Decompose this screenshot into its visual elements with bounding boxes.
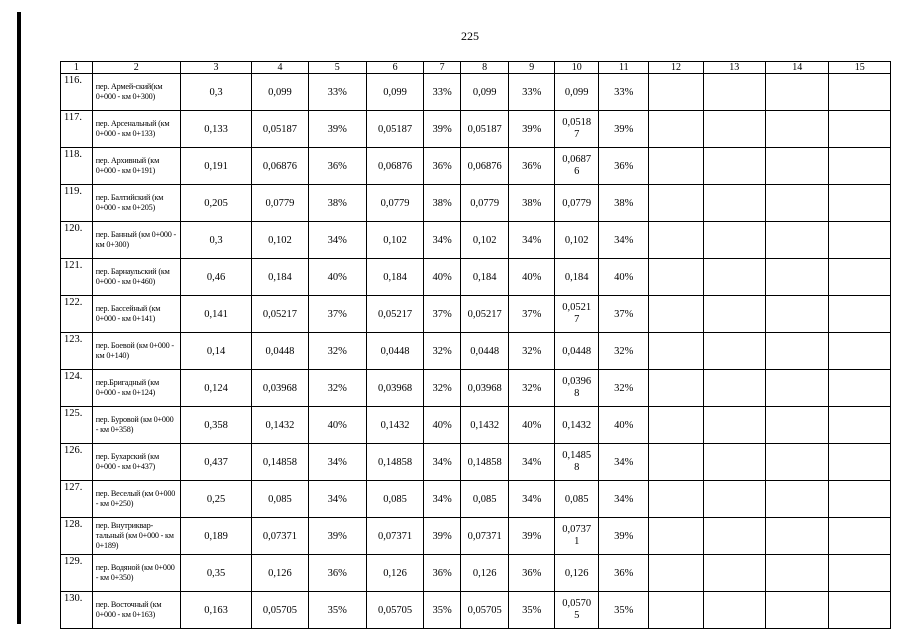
value-cell: 40% [509,407,555,444]
data-table [60,61,891,629]
column-header: 2 [92,62,180,74]
value-cell: 0,085 [461,481,509,518]
value-cell: 35% [509,592,555,629]
empty-cell [703,555,765,592]
value-cell: 40% [424,259,461,296]
value-cell: 40% [599,407,649,444]
value-cell: 34% [308,444,366,481]
value-cell: 0,437 [180,444,252,481]
value-cell: 0,184 [461,259,509,296]
empty-cell [703,111,765,148]
value-cell: 40% [308,259,366,296]
value-cell: 0,102 [366,222,423,259]
street-name-cell: пер. Внутриквар-тальный (км 0+000 - км 0+189) [92,518,180,555]
value-cell: 0,0448 [252,333,308,370]
column-header: 12 [649,62,703,74]
value-cell: 0,126 [555,555,599,592]
table-body [61,62,891,629]
value-cell: 32% [509,333,555,370]
value-cell: 0,0448 [461,333,509,370]
value-cell: 34% [509,222,555,259]
value-cell: 0,05705 [366,592,423,629]
value-cell: 34% [424,222,461,259]
value-cell: 0,099 [461,74,509,111]
row-number-cell: 118. [61,148,93,185]
value-cell: 38% [599,185,649,222]
empty-cell [829,185,891,222]
value-cell: 0,05187 [366,111,423,148]
value-cell: 0,14858 [252,444,308,481]
value-cell: 40% [308,407,366,444]
value-cell: 0,184 [555,259,599,296]
row-number-cell: 128. [61,518,93,555]
street-name-cell: пер. Веселый (км 0+000 - км 0+250) [92,481,180,518]
street-name-cell: пер. Боевой (км 0+000 - км 0+140) [92,333,180,370]
value-cell [555,592,599,629]
empty-cell [829,518,891,555]
value-cell: 0,1432 [252,407,308,444]
value-cell: 0,0448 [555,333,599,370]
empty-cell [703,370,765,407]
table-row [61,74,891,111]
value-cell: 0,0779 [461,185,509,222]
column-header: 5 [308,62,366,74]
value-cell: 34% [509,481,555,518]
value-cell: 0,099 [555,74,599,111]
value-cell: 0,102 [461,222,509,259]
empty-cell [766,444,829,481]
value-cell: 0,099 [366,74,423,111]
empty-cell [766,74,829,111]
row-number-cell: 130. [61,592,93,629]
value-cell: 38% [424,185,461,222]
value-cell: 32% [308,370,366,407]
value-cell: 0,1432 [366,407,423,444]
value-cell: 34% [599,444,649,481]
empty-cell [766,148,829,185]
value-cell: 0,102 [252,222,308,259]
street-name-cell: пер. Балтийский (км 0+000 - км 0+205) [92,185,180,222]
row-number-cell: 126. [61,444,93,481]
empty-cell [703,185,765,222]
column-header: 7 [424,62,461,74]
value-cell: 37% [599,296,649,333]
value-cell: 0,205 [180,185,252,222]
table-row [61,333,891,370]
empty-cell [766,111,829,148]
street-name-cell: пер. Банный (км 0+000 - км 0+300) [92,222,180,259]
empty-cell [649,407,703,444]
table-row [61,407,891,444]
empty-cell [649,481,703,518]
table-row [61,259,891,296]
row-number-cell: 122. [61,296,93,333]
value-cell: 34% [308,222,366,259]
table-row [61,518,891,555]
row-number-cell: 123. [61,333,93,370]
value-cell: 39% [509,111,555,148]
value-cell: 38% [308,185,366,222]
value-cell: 0,126 [461,555,509,592]
column-header: 15 [829,62,891,74]
value-cell: 0,141 [180,296,252,333]
empty-cell [766,407,829,444]
column-header: 13 [703,62,765,74]
value-cell: 32% [599,370,649,407]
value-cell: 32% [308,333,366,370]
value-cell: 0,05705 [461,592,509,629]
column-header: 4 [252,62,308,74]
value-cell: 32% [599,333,649,370]
empty-cell [649,148,703,185]
empty-cell [829,370,891,407]
empty-cell [703,148,765,185]
street-name-cell: пер.Бригадный (км 0+000 - км 0+124) [92,370,180,407]
table-row [61,370,891,407]
page-margin-bar [17,12,21,624]
value-cell: 39% [424,518,461,555]
wrapped-value: 0,05217 [562,302,592,325]
column-header: 9 [509,62,555,74]
empty-cell [766,481,829,518]
empty-cell [829,555,891,592]
street-name-cell: пер. Армей-ский(км 0+000 - км 0+300) [92,74,180,111]
value-cell: 0,06876 [252,148,308,185]
empty-cell [766,333,829,370]
row-number-cell: 127. [61,481,93,518]
value-cell [555,148,599,185]
empty-cell [766,592,829,629]
value-cell: 37% [509,296,555,333]
value-cell: 0,03968 [252,370,308,407]
value-cell [555,518,599,555]
empty-cell [703,481,765,518]
value-cell: 35% [424,592,461,629]
value-cell: 0,133 [180,111,252,148]
empty-cell [649,370,703,407]
value-cell: 36% [424,148,461,185]
empty-cell [649,518,703,555]
value-cell: 0,126 [366,555,423,592]
value-cell [555,370,599,407]
empty-cell [649,592,703,629]
value-cell: 0,07371 [461,518,509,555]
empty-cell [649,222,703,259]
value-cell: 39% [509,518,555,555]
value-cell: 0,3 [180,222,252,259]
empty-cell [649,555,703,592]
column-header: 6 [366,62,423,74]
empty-cell [703,407,765,444]
wrapped-value: 0,05705 [562,598,592,621]
column-header: 10 [555,62,599,74]
wrapped-value: 0,07371 [562,524,592,547]
value-cell: 37% [424,296,461,333]
value-cell: 40% [509,259,555,296]
empty-cell [703,222,765,259]
empty-cell [649,296,703,333]
value-cell: 39% [424,111,461,148]
value-cell: 0,05705 [252,592,308,629]
value-cell: 0,06876 [366,148,423,185]
street-name-cell: пер. Архивный (км 0+000 - км 0+191) [92,148,180,185]
value-cell: 33% [599,74,649,111]
value-cell: 34% [599,222,649,259]
value-cell: 0,06876 [461,148,509,185]
table-row [61,222,891,259]
table-row [61,555,891,592]
empty-cell [829,148,891,185]
value-cell: 36% [308,148,366,185]
empty-cell [703,518,765,555]
value-cell: 35% [308,592,366,629]
value-cell: 0,14858 [461,444,509,481]
value-cell: 34% [424,481,461,518]
value-cell: 34% [599,481,649,518]
column-header: 3 [180,62,252,74]
row-number-cell: 119. [61,185,93,222]
row-number-cell: 117. [61,111,93,148]
value-cell: 0,05187 [252,111,308,148]
value-cell: 0,03968 [366,370,423,407]
empty-cell [766,185,829,222]
value-cell: 39% [599,518,649,555]
value-cell: 36% [599,555,649,592]
column-header: 11 [599,62,649,74]
value-cell: 0,14 [180,333,252,370]
row-number-cell: 124. [61,370,93,407]
empty-cell [703,259,765,296]
value-cell: 0,3 [180,74,252,111]
row-number-cell: 125. [61,407,93,444]
street-name-cell: пер. Восточный (км 0+000 - км 0+163) [92,592,180,629]
value-cell: 36% [308,555,366,592]
empty-cell [829,407,891,444]
empty-cell [829,74,891,111]
empty-cell [766,370,829,407]
value-cell: 36% [509,148,555,185]
value-cell [555,111,599,148]
value-cell: 37% [308,296,366,333]
value-cell: 0,085 [252,481,308,518]
value-cell: 0,07371 [366,518,423,555]
empty-cell [703,333,765,370]
empty-cell [829,259,891,296]
value-cell: 0,124 [180,370,252,407]
empty-cell [703,74,765,111]
value-cell: 39% [308,518,366,555]
empty-cell [766,296,829,333]
value-cell: 0,099 [252,74,308,111]
value-cell: 39% [308,111,366,148]
value-cell: 0,085 [366,481,423,518]
wrapped-value: 0,14858 [562,450,592,473]
empty-cell [766,222,829,259]
value-cell: 40% [424,407,461,444]
value-cell: 0,05217 [366,296,423,333]
empty-cell [649,74,703,111]
street-name-cell: пер. Буровой (км 0+000 - км 0+358) [92,407,180,444]
wrapped-value: 0,05187 [562,117,592,140]
value-cell: 34% [424,444,461,481]
empty-cell [703,592,765,629]
row-number-cell: 129. [61,555,93,592]
column-header: 8 [461,62,509,74]
value-cell: 0,05217 [461,296,509,333]
value-cell: 0,1432 [461,407,509,444]
value-cell: 0,0779 [555,185,599,222]
value-cell: 0,0779 [366,185,423,222]
table-row [61,481,891,518]
wrapped-value: 0,06876 [562,154,592,177]
value-cell: 0,35 [180,555,252,592]
column-header: 14 [766,62,829,74]
value-cell: 0,0448 [366,333,423,370]
value-cell: 0,102 [555,222,599,259]
value-cell: 0,05217 [252,296,308,333]
value-cell: 0,05187 [461,111,509,148]
empty-cell [766,259,829,296]
table-row [61,444,891,481]
empty-cell [829,333,891,370]
value-cell: 0,358 [180,407,252,444]
street-name-cell: пер. Арсенальный (км 0+000 - км 0+133) [92,111,180,148]
page-number: 225 [461,29,479,43]
value-cell: 36% [424,555,461,592]
table-header-row [61,62,891,74]
value-cell: 33% [308,74,366,111]
empty-cell [649,259,703,296]
empty-cell [766,518,829,555]
empty-cell [649,444,703,481]
empty-cell [649,333,703,370]
value-cell: 0,1432 [555,407,599,444]
table-row [61,148,891,185]
value-cell: 0,46 [180,259,252,296]
value-cell: 35% [599,592,649,629]
row-number-cell: 120. [61,222,93,259]
value-cell: 0,03968 [461,370,509,407]
value-cell: 36% [599,148,649,185]
empty-cell [649,111,703,148]
value-cell: 32% [424,370,461,407]
street-name-cell: пер. Барнаульский (км 0+000 - км 0+460) [92,259,180,296]
column-header: 1 [61,62,93,74]
value-cell: 36% [509,555,555,592]
row-number-cell: 121. [61,259,93,296]
empty-cell [829,481,891,518]
street-name-cell: пер. Водяной (км 0+000 - км 0+350) [92,555,180,592]
street-name-cell: пер. Бассейный (км 0+000 - км 0+141) [92,296,180,333]
table-row [61,111,891,148]
empty-cell [829,592,891,629]
empty-cell [703,296,765,333]
street-name-cell: пер. Бухарский (км 0+000 - км 0+437) [92,444,180,481]
value-cell: 40% [599,259,649,296]
empty-cell [829,296,891,333]
value-cell: 0,085 [555,481,599,518]
table-row [61,296,891,333]
empty-cell [649,185,703,222]
empty-cell [829,444,891,481]
row-number-cell: 116. [61,74,93,111]
value-cell: 0,25 [180,481,252,518]
wrapped-value: 0,03968 [562,376,592,399]
value-cell [555,296,599,333]
table-row [61,592,891,629]
value-cell: 0,0779 [252,185,308,222]
value-cell: 0,184 [252,259,308,296]
empty-cell [829,111,891,148]
value-cell: 0,126 [252,555,308,592]
value-cell: 0,163 [180,592,252,629]
value-cell: 33% [424,74,461,111]
value-cell: 39% [599,111,649,148]
value-cell: 34% [308,481,366,518]
value-cell: 33% [509,74,555,111]
empty-cell [703,444,765,481]
value-cell: 0,189 [180,518,252,555]
empty-cell [829,222,891,259]
value-cell: 0,184 [366,259,423,296]
value-cell [555,444,599,481]
value-cell: 32% [424,333,461,370]
value-cell: 38% [509,185,555,222]
value-cell: 0,07371 [252,518,308,555]
value-cell: 0,14858 [366,444,423,481]
empty-cell [766,555,829,592]
value-cell: 0,191 [180,148,252,185]
value-cell: 34% [509,444,555,481]
table-row [61,185,891,222]
value-cell: 32% [509,370,555,407]
